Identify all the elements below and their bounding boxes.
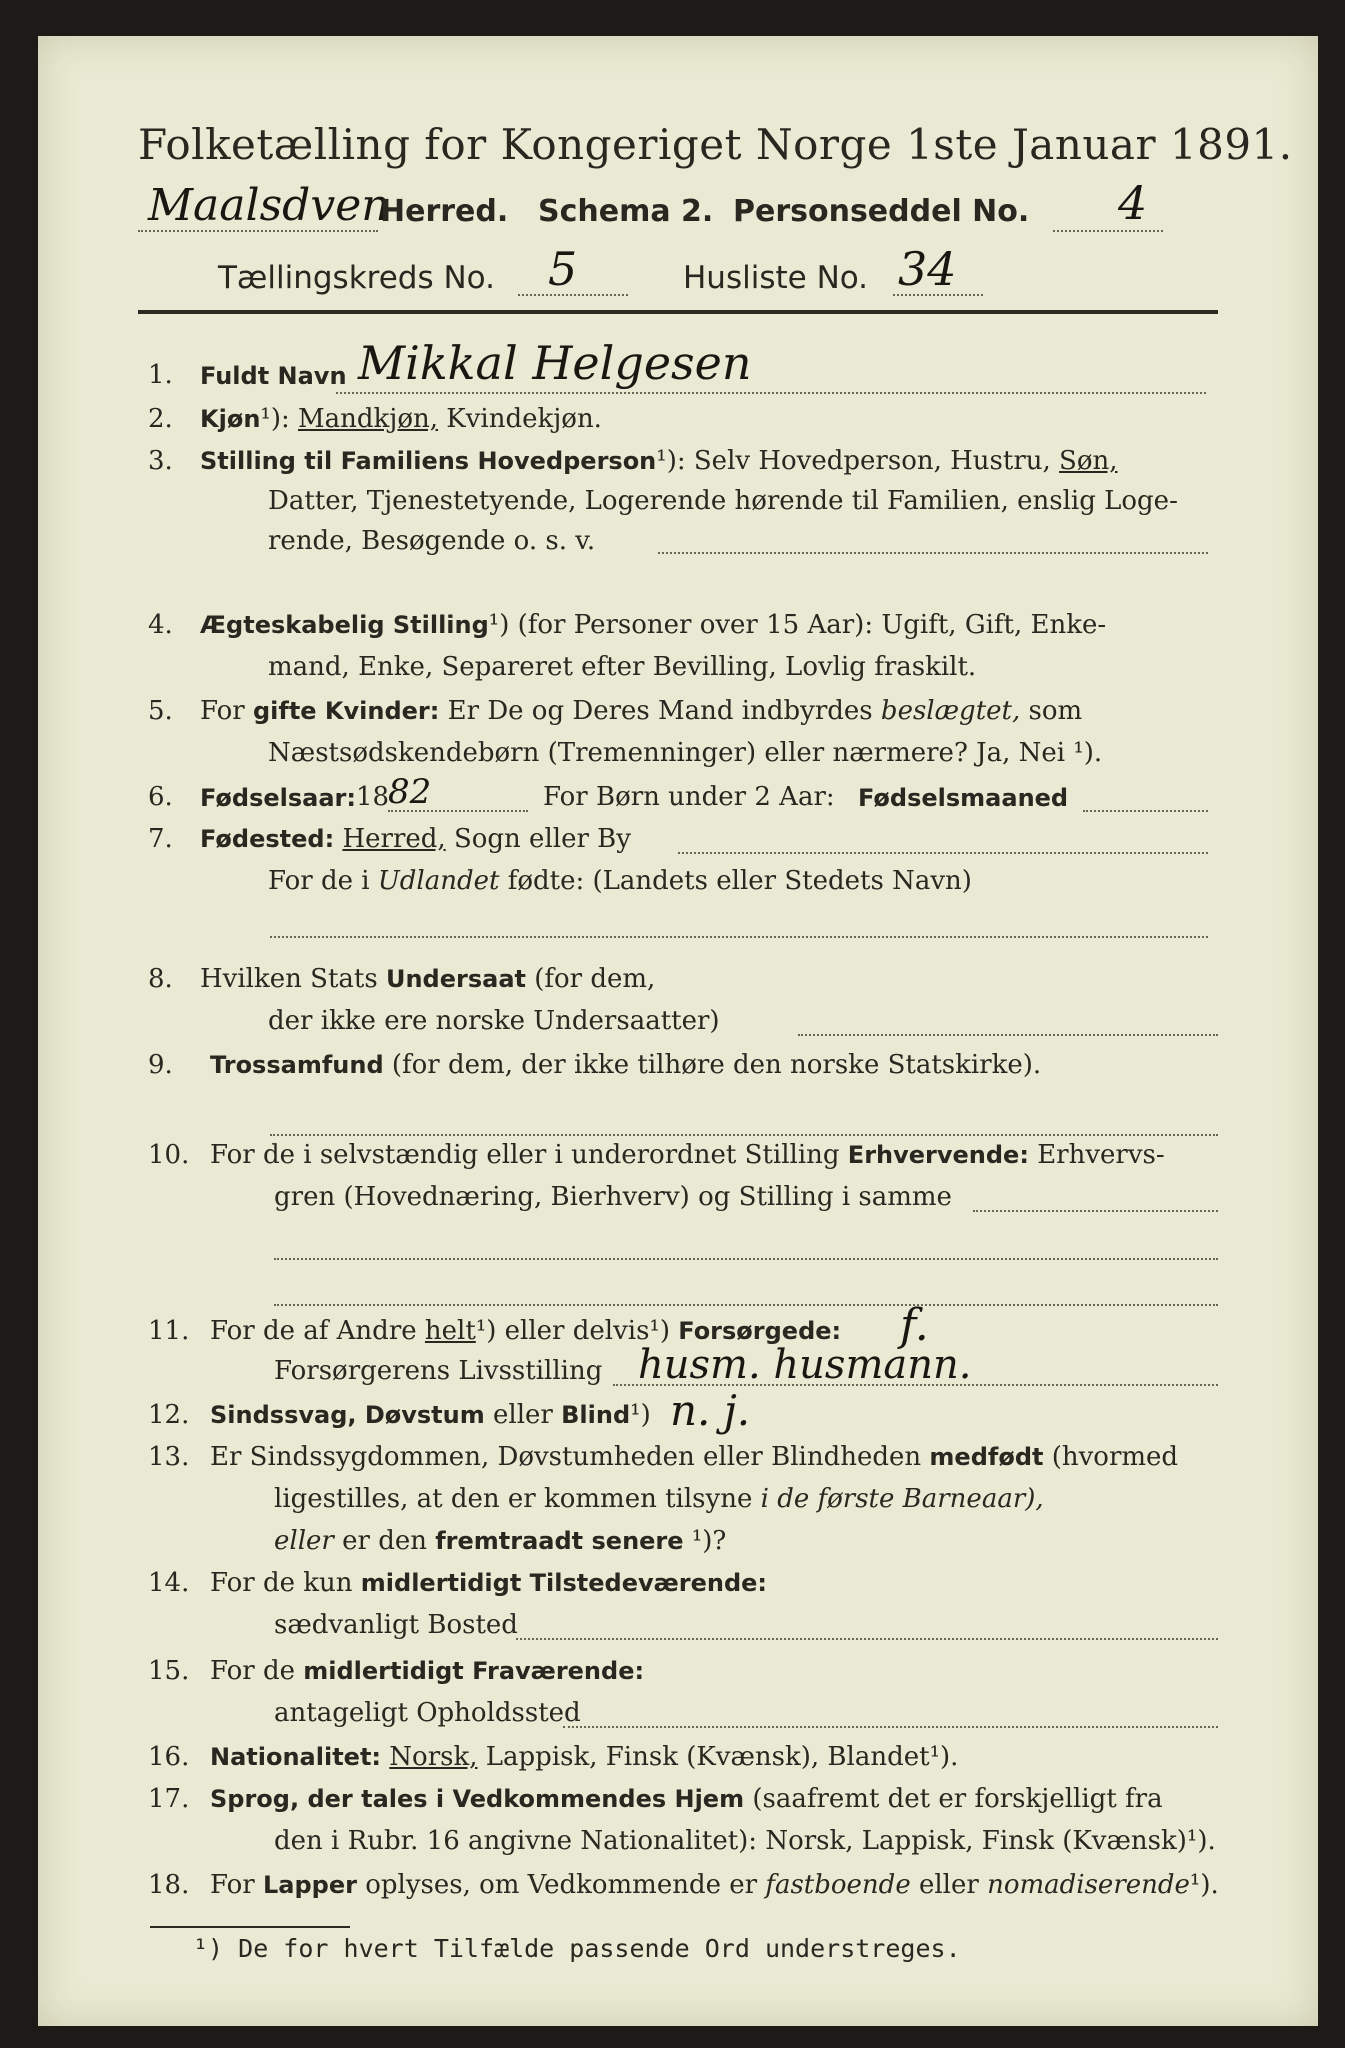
birth-month-prefix: For Børn under 2 Aar:	[543, 782, 835, 812]
nationality-label: Nationalitet:	[210, 1743, 382, 1771]
personseddel-label: Personseddel No.	[733, 194, 1030, 229]
gender-label: Kjøn	[200, 405, 261, 433]
kreds-number: 5	[548, 242, 578, 296]
item-number: 1.	[148, 360, 173, 390]
kreds-line	[218, 242, 1118, 306]
congenital-or: eller	[274, 1526, 334, 1556]
married-women-label: gifte Kvinder:	[252, 697, 440, 725]
birthplace-label: Fødested:	[200, 825, 335, 853]
later-onset-label: fremtraadt senere	[435, 1527, 684, 1555]
probable-stay-label: antageligt Opholdssted	[274, 1698, 581, 1728]
supported-fully: helt	[424, 1316, 476, 1346]
family-position-footnote-mark: ¹):	[656, 446, 686, 476]
citizenship-prefix: Hvilken Stats	[200, 964, 378, 994]
sami-question: oplyses, om Vedkommende er	[365, 1870, 758, 1900]
occupation-label: Erhvervende:	[847, 1141, 1029, 1169]
marital-status-options-1: ¹) (for Personer over 15 Aar): Ugift, Gift, Enke-	[488, 610, 1107, 640]
item-number: 13.	[148, 1442, 190, 1472]
religion-text: (for dem, der ikke tilhøre den norske Statskirke).	[391, 1050, 1042, 1080]
family-position-options-3: rende, Besøgende o. s. v.	[268, 526, 596, 556]
congenital-question: Er Sindssygdommen, Døvstumheden eller Blindheden	[210, 1442, 922, 1472]
gender-footnote-mark: ¹):	[260, 404, 290, 434]
item-number: 14.	[148, 1568, 190, 1598]
usual-residence-dots	[516, 1638, 1218, 1640]
sami-or: eller	[918, 1870, 979, 1900]
supported-partly: ¹) eller delvis¹)	[475, 1316, 670, 1346]
occupation-dots-3	[274, 1304, 1218, 1306]
married-women-question-2: som	[1028, 696, 1083, 726]
gender-option-male: Mandkjøn,	[298, 404, 438, 434]
disability-footnote-mark: ¹)	[630, 1400, 651, 1430]
blind-label: Blind	[561, 1401, 631, 1429]
citizenship-dots	[798, 1034, 1218, 1036]
occupation-question: For de i selvstændig eller i underordnet Stilling	[210, 1140, 840, 1170]
abroad-suffix: fødte: (Landets eller Stedets Navn)	[507, 866, 972, 896]
language-condition: (saafremt det er forskjelligt fra	[752, 1784, 1163, 1814]
full-name-label: Fuldt Navn	[200, 362, 347, 390]
usual-residence-label: sædvanligt Bosted	[274, 1610, 518, 1640]
sami-prefix: For	[210, 1870, 255, 1900]
congenital-line-2: ligestilles, at den er kommen tilsyne	[274, 1484, 753, 1514]
full-name-dots	[336, 392, 1206, 394]
family-position-options-1: Selv Hovedperson, Hustru,	[693, 446, 1051, 476]
item-number: 11.	[148, 1316, 190, 1346]
married-women-prefix: For	[200, 696, 245, 726]
item-number: 5.	[148, 696, 173, 726]
birthplace-herred: Herred,	[342, 824, 446, 854]
religion-label: Trossamfund	[210, 1051, 384, 1079]
nationality-options: Lappisk, Finsk (Kvænsk), Blandet¹).	[485, 1742, 959, 1772]
congenital-label: medfødt	[929, 1443, 1044, 1471]
full-name-value: Mikkal Helgesen	[358, 336, 752, 390]
birth-year-dots	[388, 810, 528, 812]
temp-present-label: midlertidigt Tilstedeværende:	[360, 1569, 768, 1597]
citizenship-label: Undersaat	[385, 965, 526, 993]
family-position-label: Stilling til Familiens Hovedperson	[200, 447, 657, 475]
header-rule	[138, 310, 1218, 314]
married-women-related: beslægtet,	[880, 696, 1021, 726]
abroad-dots	[270, 936, 1208, 938]
husliste-label: Husliste No.	[683, 260, 869, 296]
family-position-son: Søn,	[1059, 446, 1118, 476]
item-1-full-name	[38, 336, 1318, 402]
sami-nomadic: nomadiserende	[987, 1870, 1190, 1900]
abroad-prefix: For de i	[268, 866, 370, 896]
supported-handwritten: f.	[900, 1300, 929, 1351]
item-number: 6.	[148, 782, 173, 812]
item-number: 17.	[148, 1784, 190, 1814]
schema-label: Schema 2.	[538, 194, 714, 229]
language-label: Sprog, der tales i Vedkommendes Hjem	[210, 1785, 745, 1813]
supported-prefix: For de af Andre	[210, 1316, 417, 1346]
congenital-childhood: i de første Barneaar),	[760, 1484, 1044, 1514]
married-women-question-3: Næstsødskendebørn (Tremenninger) eller nærmere? Ja, Nei ¹).	[268, 738, 1103, 768]
herred-line	[118, 176, 1238, 246]
family-position-options-2: Datter, Tjenestetyende, Logerende hørende til Familien, enslig Loge-	[268, 486, 1178, 516]
item-number: 7.	[148, 824, 173, 854]
birth-month-dots	[1083, 810, 1208, 812]
citizenship-suffix: (for dem,	[534, 964, 656, 994]
personseddel-dots	[1053, 230, 1163, 232]
congenital-suffix: (hvormed	[1051, 1442, 1179, 1472]
occupation-line-2: gren (Hovednæring, Bierhverv) og Stilling i samme	[274, 1182, 952, 1212]
birthplace-dots	[678, 852, 1208, 854]
census-form-sheet	[38, 36, 1318, 2026]
sami-label: Lapper	[262, 1871, 357, 1899]
item-number: 16.	[148, 1742, 190, 1772]
occupation-dots-2	[274, 1258, 1218, 1260]
herred-label: Herred.	[380, 194, 509, 229]
birth-year-prefix: 18	[356, 782, 390, 812]
birth-month-label: Fødselsmaaned	[858, 784, 1069, 812]
nationality-norsk: Norsk,	[389, 1742, 478, 1772]
marital-status-label: Ægteskabelig Stilling	[200, 611, 489, 639]
occupation-suffix: Erhvervs-	[1037, 1140, 1165, 1170]
later-onset-suffix: ¹)?	[691, 1526, 727, 1556]
occupation-dots-1	[973, 1210, 1218, 1212]
congenital-line-3: er den	[342, 1526, 427, 1556]
supporter-occupation-handwritten: husm. husmann.	[638, 1342, 972, 1388]
personseddel-number: 4	[1118, 176, 1148, 230]
item-number: 9.	[148, 1050, 173, 1080]
item-number: 12.	[148, 1400, 190, 1430]
herred-dots	[138, 230, 378, 232]
disability-label: Sindssvag, Døvstum	[210, 1401, 485, 1429]
supporter-occupation-label: Forsørgerens Livsstilling	[274, 1356, 603, 1386]
item-number: 4.	[148, 610, 173, 640]
disability-handwritten: n. j.	[670, 1386, 751, 1435]
sami-resident: fastboende	[765, 1870, 911, 1900]
kreds-label: Tællingskreds No.	[218, 260, 495, 296]
citizenship-line-2: der ikke ere norske Undersaatter)	[268, 1006, 720, 1036]
item-number: 10.	[148, 1140, 190, 1170]
temp-absent-prefix: For de	[210, 1656, 295, 1686]
language-options: den i Rubr. 16 angivne Nationalitet): Norsk, Lappisk, Finsk (Kvænsk)¹).	[274, 1826, 1216, 1856]
gender-option-female: Kvindekjøn.	[446, 404, 602, 434]
sami-suffix: ¹).	[1189, 1870, 1219, 1900]
temp-present-prefix: For de kun	[210, 1568, 353, 1598]
supported-label: Forsørgede:	[678, 1317, 842, 1345]
probable-stay-dots	[563, 1726, 1218, 1728]
disability-or: eller	[493, 1400, 553, 1430]
religion-dots	[270, 1134, 1218, 1136]
item-number: 3.	[148, 446, 173, 476]
abroad-word: Udlandet	[377, 866, 500, 896]
family-position-dots	[658, 552, 1208, 554]
birth-year-handwritten: 82	[388, 772, 432, 812]
item-number: 8.	[148, 964, 173, 994]
married-women-question-1: Er De og Deres Mand indbyrdes	[447, 696, 873, 726]
marital-status-options-2: mand, Enke, Separeret efter Bevilling, Lovlig fraskilt.	[268, 652, 977, 682]
footnote: ¹) De for hvert Tilfælde passende Ord understreges.	[193, 1934, 961, 1963]
herred-handwritten: Maalsdven	[148, 180, 390, 231]
temp-absent-label: midlertidigt Fraværende:	[303, 1657, 645, 1685]
birth-year-label: Fødselsaar:	[200, 784, 356, 812]
item-number: 15.	[148, 1656, 190, 1686]
item-number: 2.	[148, 404, 173, 434]
footnote-rule	[150, 1926, 350, 1928]
birthplace-options: Sogn eller By	[453, 824, 631, 854]
form-title: Folketælling for Kongeriget Norge 1ste Januar 1891.	[138, 120, 1293, 169]
husliste-number: 34	[898, 242, 957, 296]
item-number: 18.	[148, 1870, 190, 1900]
